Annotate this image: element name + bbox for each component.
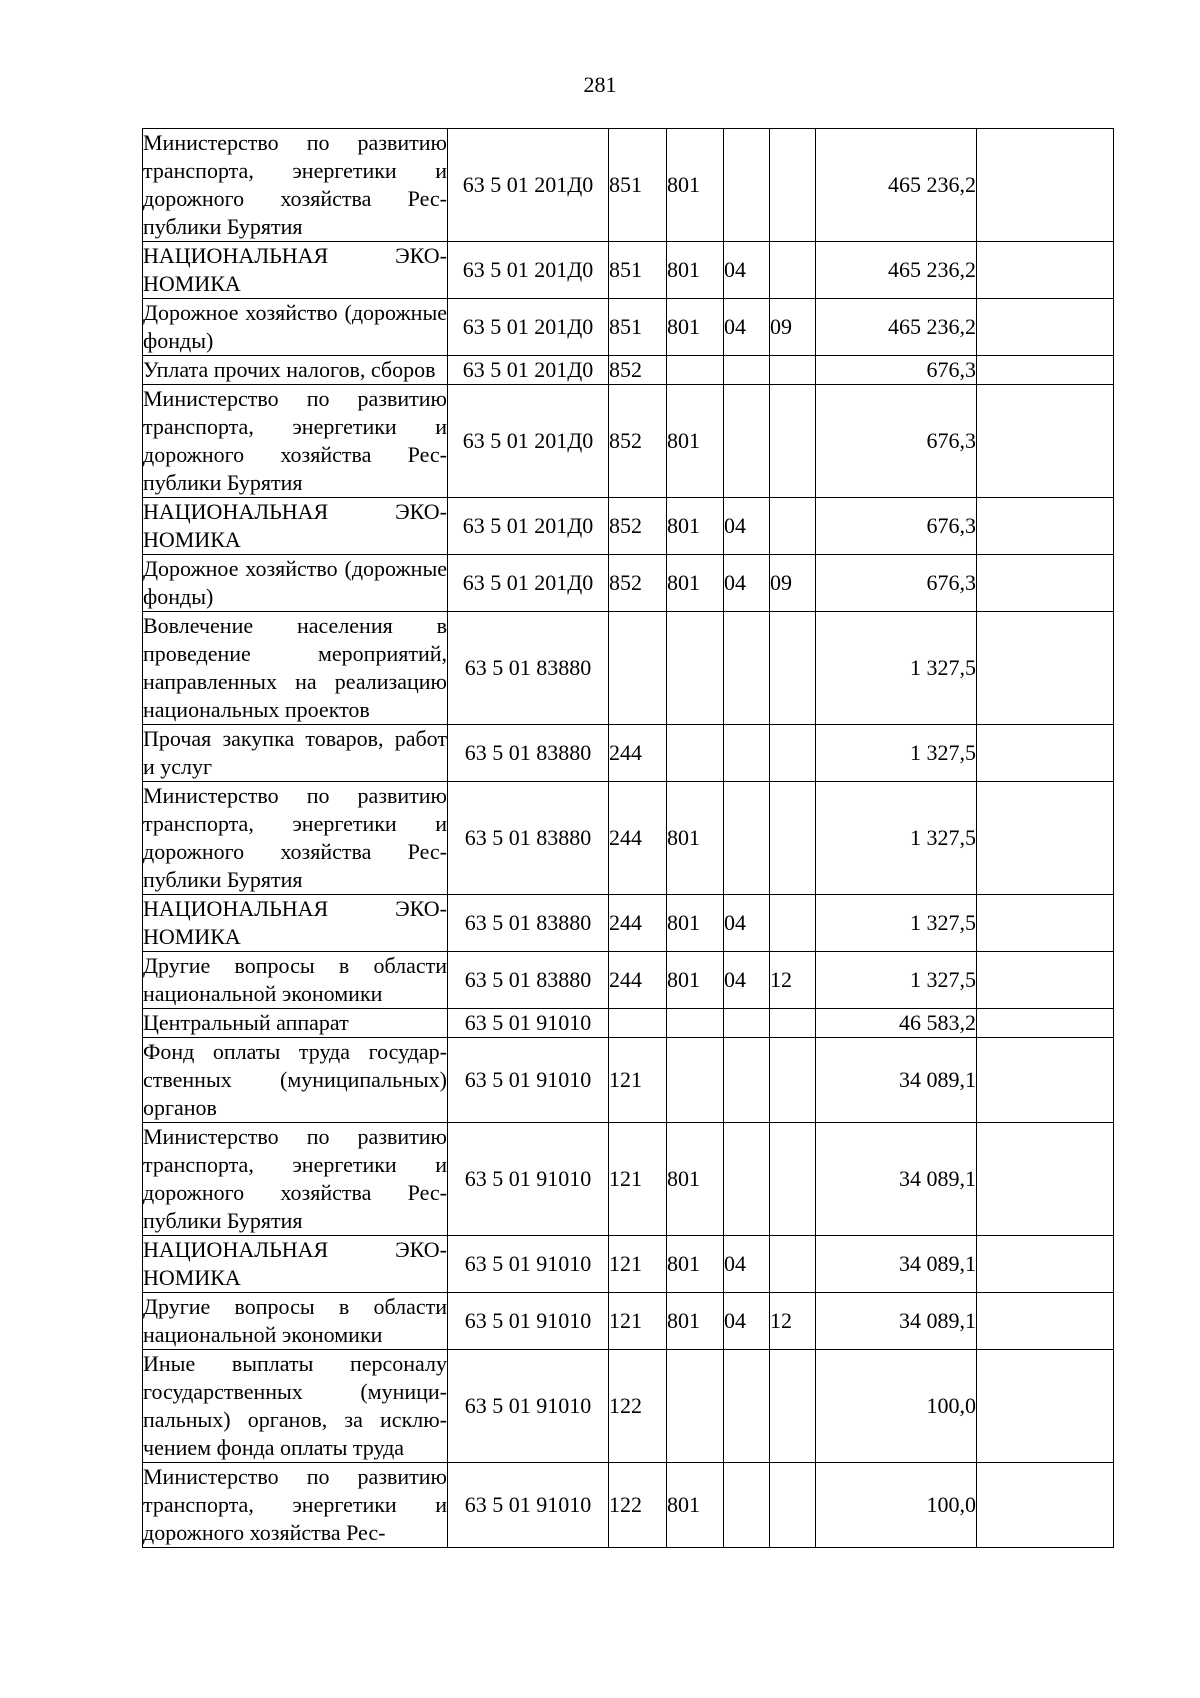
- name-cell: Министерство по развитию транспорта, энергетики и дорожного хозяйства Республики Бурятия: [143, 385, 448, 498]
- amount-cell: 465 236,2: [816, 242, 977, 299]
- section-cell: [724, 1009, 770, 1038]
- target-article-cell: 63 5 01 201Д0: [448, 498, 609, 555]
- section-cell: 04: [724, 498, 770, 555]
- subsection-cell: [770, 1123, 816, 1236]
- subsection-cell: [770, 385, 816, 498]
- expense-type-cell: 852: [609, 356, 667, 385]
- ministry-code-cell: [667, 725, 724, 782]
- amount-cell: 34 089,1: [816, 1236, 977, 1293]
- extra-cell: [977, 952, 1114, 1009]
- name-cell: Министерство по развитию транспорта, энергетики и дорожного хозяйства Республики Бурятия: [143, 782, 448, 895]
- target-article-cell: 63 5 01 91010: [448, 1236, 609, 1293]
- target-article-cell: 63 5 01 201Д0: [448, 356, 609, 385]
- extra-cell: [977, 299, 1114, 356]
- amount-cell: 100,0: [816, 1350, 977, 1463]
- subsection-cell: [770, 1038, 816, 1123]
- subsection-cell: [770, 498, 816, 555]
- amount-cell: 1 327,5: [816, 725, 977, 782]
- table-row: [143, 498, 1114, 555]
- extra-cell: [977, 612, 1114, 725]
- section-cell: 04: [724, 952, 770, 1009]
- amount-cell: 34 089,1: [816, 1123, 977, 1236]
- expense-type-cell: 851: [609, 299, 667, 356]
- extra-cell: [977, 129, 1114, 242]
- extra-cell: [977, 498, 1114, 555]
- amount-cell: 34 089,1: [816, 1293, 977, 1350]
- subsection-cell: [770, 1236, 816, 1293]
- subsection-cell: [770, 1009, 816, 1038]
- amount-cell: 465 236,2: [816, 129, 977, 242]
- name-cell: Дорожное хозяйство (дорожные фонды): [143, 555, 448, 612]
- extra-cell: [977, 242, 1114, 299]
- section-cell: [724, 356, 770, 385]
- table-row: [143, 1123, 1114, 1236]
- target-article-cell: 63 5 01 91010: [448, 1293, 609, 1350]
- ministry-code-cell: 801: [667, 385, 724, 498]
- section-cell: 04: [724, 1236, 770, 1293]
- table-row: [143, 1009, 1114, 1038]
- name-cell: Уплата прочих налогов, сборов: [143, 356, 448, 385]
- ministry-code-cell: [667, 612, 724, 725]
- table-row: [143, 895, 1114, 952]
- subsection-cell: 12: [770, 1293, 816, 1350]
- subsection-cell: [770, 356, 816, 385]
- name-cell: Министерство по развитию транспорта, энергетики и дорожного хозяйства Рес-: [143, 1463, 448, 1548]
- subsection-cell: [770, 612, 816, 725]
- extra-cell: [977, 782, 1114, 895]
- target-article-cell: 63 5 01 91010: [448, 1009, 609, 1038]
- name-cell: Другие вопросы в области национальной экономики: [143, 952, 448, 1009]
- section-cell: [724, 1350, 770, 1463]
- ministry-code-cell: [667, 1350, 724, 1463]
- expense-type-cell: 122: [609, 1350, 667, 1463]
- table-row: [143, 299, 1114, 356]
- extra-cell: [977, 1236, 1114, 1293]
- expense-type-cell: 244: [609, 895, 667, 952]
- target-article-cell: 63 5 01 83880: [448, 782, 609, 895]
- section-cell: [724, 1123, 770, 1236]
- subsection-cell: [770, 782, 816, 895]
- name-cell: НАЦИОНАЛЬНАЯ ЭКОНОМИКА: [143, 242, 448, 299]
- table-row: [143, 1236, 1114, 1293]
- ministry-code-cell: 801: [667, 555, 724, 612]
- section-cell: 04: [724, 299, 770, 356]
- amount-cell: 676,3: [816, 555, 977, 612]
- subsection-cell: 09: [770, 555, 816, 612]
- subsection-cell: [770, 129, 816, 242]
- extra-cell: [977, 1123, 1114, 1236]
- name-cell: Другие вопросы в области национальной экономики: [143, 1293, 448, 1350]
- section-cell: [724, 129, 770, 242]
- target-article-cell: 63 5 01 201Д0: [448, 242, 609, 299]
- table-row: [143, 1293, 1114, 1350]
- ministry-code-cell: 801: [667, 498, 724, 555]
- name-cell: Министерство по развитию транспорта, энергетики и дорожного хозяйства Республики Бурятия: [143, 129, 448, 242]
- expense-type-cell: 244: [609, 725, 667, 782]
- amount-cell: 676,3: [816, 356, 977, 385]
- name-cell: Иные выплаты персоналу государственных (муниципальных) органов, за исключением фонда оплаты труда: [143, 1350, 448, 1463]
- extra-cell: [977, 1009, 1114, 1038]
- section-cell: [724, 725, 770, 782]
- expense-type-cell: 244: [609, 782, 667, 895]
- amount-cell: 34 089,1: [816, 1038, 977, 1123]
- expense-type-cell: 852: [609, 385, 667, 498]
- amount-cell: 1 327,5: [816, 612, 977, 725]
- amount-cell: 1 327,5: [816, 782, 977, 895]
- expense-type-cell: 122: [609, 1463, 667, 1548]
- name-cell: Министерство по развитию транспорта, энергетики и дорожного хозяйства Республики Бурятия: [143, 1123, 448, 1236]
- name-cell: НАЦИОНАЛЬНАЯ ЭКОНОМИКА: [143, 498, 448, 555]
- amount-cell: 676,3: [816, 498, 977, 555]
- expense-type-cell: 851: [609, 242, 667, 299]
- expense-type-cell: 852: [609, 498, 667, 555]
- extra-cell: [977, 356, 1114, 385]
- expense-type-cell: 851: [609, 129, 667, 242]
- table-row: [143, 1350, 1114, 1463]
- table-row: [143, 385, 1114, 498]
- ministry-code-cell: 801: [667, 299, 724, 356]
- amount-cell: 100,0: [816, 1463, 977, 1548]
- name-cell: Дорожное хозяйство (дорожные фонды): [143, 299, 448, 356]
- table-row: [143, 1463, 1114, 1548]
- table-row: [143, 782, 1114, 895]
- expense-type-cell: 852: [609, 555, 667, 612]
- expense-type-cell: 121: [609, 1123, 667, 1236]
- amount-cell: 1 327,5: [816, 895, 977, 952]
- expense-type-cell: 121: [609, 1236, 667, 1293]
- section-cell: 04: [724, 242, 770, 299]
- section-cell: 04: [724, 895, 770, 952]
- table-row: [143, 952, 1114, 1009]
- target-article-cell: 63 5 01 83880: [448, 952, 609, 1009]
- ministry-code-cell: 801: [667, 1123, 724, 1236]
- expense-type-cell: [609, 1009, 667, 1038]
- section-cell: [724, 782, 770, 895]
- section-cell: [724, 1463, 770, 1548]
- target-article-cell: 63 5 01 83880: [448, 612, 609, 725]
- target-article-cell: 63 5 01 91010: [448, 1038, 609, 1123]
- ministry-code-cell: 801: [667, 129, 724, 242]
- table-body: [143, 129, 1114, 1548]
- ministry-code-cell: [667, 1009, 724, 1038]
- section-cell: [724, 1038, 770, 1123]
- name-cell: Вовлечение населения в проведение мероприятий, направленных на реализацию национальных проектов: [143, 612, 448, 725]
- ministry-code-cell: 801: [667, 1293, 724, 1350]
- table-row: [143, 612, 1114, 725]
- ministry-code-cell: [667, 1038, 724, 1123]
- subsection-cell: [770, 1463, 816, 1548]
- ministry-code-cell: 801: [667, 895, 724, 952]
- section-cell: [724, 612, 770, 725]
- extra-cell: [977, 1463, 1114, 1548]
- ministry-code-cell: 801: [667, 1236, 724, 1293]
- ministry-code-cell: 801: [667, 952, 724, 1009]
- ministry-code-cell: [667, 356, 724, 385]
- expense-type-cell: 121: [609, 1038, 667, 1123]
- name-cell: НАЦИОНАЛЬНАЯ ЭКОНОМИКА: [143, 1236, 448, 1293]
- ministry-code-cell: 801: [667, 242, 724, 299]
- table-row: [143, 129, 1114, 242]
- amount-cell: 465 236,2: [816, 299, 977, 356]
- subsection-cell: [770, 895, 816, 952]
- name-cell: НАЦИОНАЛЬНАЯ ЭКОНОМИКА: [143, 895, 448, 952]
- table-row: [143, 356, 1114, 385]
- subsection-cell: [770, 242, 816, 299]
- extra-cell: [977, 385, 1114, 498]
- target-article-cell: 63 5 01 201Д0: [448, 385, 609, 498]
- target-article-cell: 63 5 01 201Д0: [448, 299, 609, 356]
- extra-cell: [977, 1350, 1114, 1463]
- subsection-cell: [770, 1350, 816, 1463]
- expense-type-cell: [609, 612, 667, 725]
- target-article-cell: 63 5 01 201Д0: [448, 555, 609, 612]
- target-article-cell: 63 5 01 91010: [448, 1463, 609, 1548]
- ministry-code-cell: 801: [667, 1463, 724, 1548]
- target-article-cell: 63 5 01 91010: [448, 1350, 609, 1463]
- page-number: 281: [583, 72, 617, 97]
- expense-type-cell: 121: [609, 1293, 667, 1350]
- extra-cell: [977, 1038, 1114, 1123]
- budget-table: [142, 128, 1114, 1548]
- subsection-cell: [770, 725, 816, 782]
- extra-cell: [977, 1293, 1114, 1350]
- amount-cell: 1 327,5: [816, 952, 977, 1009]
- expense-type-cell: 244: [609, 952, 667, 1009]
- name-cell: Центральный аппарат: [143, 1009, 448, 1038]
- ministry-code-cell: 801: [667, 782, 724, 895]
- section-cell: 04: [724, 1293, 770, 1350]
- amount-cell: 46 583,2: [816, 1009, 977, 1038]
- table-row: [143, 1038, 1114, 1123]
- extra-cell: [977, 725, 1114, 782]
- name-cell: Фонд оплаты труда государственных (муниципальных) органов: [143, 1038, 448, 1123]
- section-cell: [724, 385, 770, 498]
- amount-cell: 676,3: [816, 385, 977, 498]
- target-article-cell: 63 5 01 83880: [448, 895, 609, 952]
- extra-cell: [977, 895, 1114, 952]
- target-article-cell: 63 5 01 201Д0: [448, 129, 609, 242]
- subsection-cell: 09: [770, 299, 816, 356]
- name-cell: Прочая закупка товаров, работ и услуг: [143, 725, 448, 782]
- table-row: [143, 555, 1114, 612]
- section-cell: 04: [724, 555, 770, 612]
- table-row: [143, 725, 1114, 782]
- table-row: [143, 242, 1114, 299]
- extra-cell: [977, 555, 1114, 612]
- subsection-cell: 12: [770, 952, 816, 1009]
- target-article-cell: 63 5 01 83880: [448, 725, 609, 782]
- target-article-cell: 63 5 01 91010: [448, 1123, 609, 1236]
